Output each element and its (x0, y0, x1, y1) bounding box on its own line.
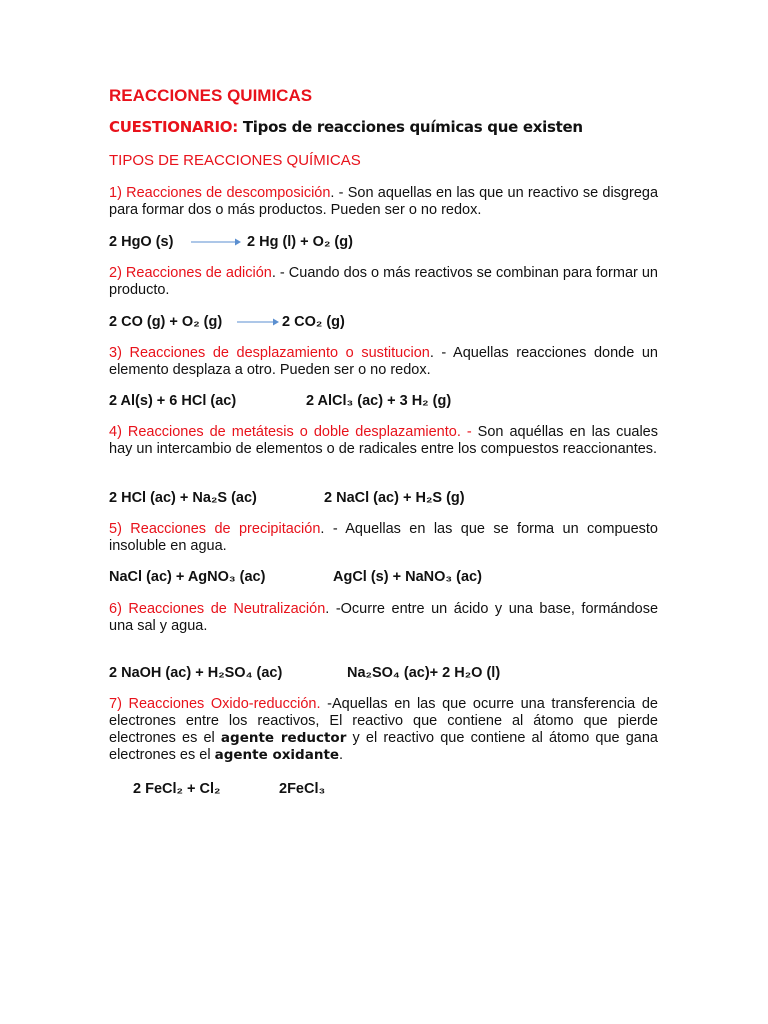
reaction-7-paragraph (109, 696, 658, 764)
reaction-7-eq-left: 2 FeCl₂ + Cl₂ (133, 781, 221, 797)
reaction-5-heading: 5) Reacciones de precipitación (109, 521, 321, 537)
reaction-1-eq-right: 2 Hg (l) + O₂ (g) (247, 234, 353, 250)
reaction-1-text: Son aquellas en las que un reactivo se disgrega para formar dos o más productos. Pueden ser o no redox. (109, 185, 659, 218)
section-heading: TIPOS DE REACCIONES QUÍMICAS (109, 152, 361, 169)
reaction-2-eq-right: 2 CO₂ (g) (282, 314, 345, 330)
reaction-2-text: Cuando dos o más reactivos se combinan para formar un producto. (109, 265, 659, 298)
reaction-4-paragraph (109, 424, 658, 458)
reaction-7-text-c: . (339, 747, 344, 763)
reaction-2-eq-left: 2 CO (g) + O₂ (g) (109, 314, 223, 330)
reaction-3-eq-left: 2 Al(s) + 6 HCl (ac) (109, 393, 237, 409)
reaction-6-text: Ocurre entre un ácido y una base, formándose una sal y agua. (109, 601, 659, 634)
cuestionario-text: Tipos de reacciones químicas que existen (237, 118, 583, 136)
reaction-7-bold-agente-reductor: agente reductor (220, 730, 347, 746)
reaction-5-paragraph (109, 521, 658, 555)
reaction-4-heading: 4) Reacciones de metátesis o doble desplazamiento. - (109, 424, 472, 440)
reaction-5-eq-right: AgCl (s) + NaNO₃ (ac) (333, 569, 482, 585)
reaction-1-arrow (191, 237, 241, 247)
reaction-7-sep: - (320, 696, 332, 712)
reaction-5-eq-left: NaCl (ac) + AgNO₃ (ac) (109, 569, 266, 585)
cuestionario-line (109, 118, 583, 136)
reaction-4-text: Son aquéllas en las cuales hay un intercambio de elementos o de radicales entre los compuestos reaccionantes. (109, 424, 658, 457)
reaction-1-sep: . - (330, 185, 348, 201)
reaction-2-sep: . - (271, 265, 289, 281)
reaction-2-arrow (237, 317, 279, 327)
reaction-3-paragraph (109, 345, 658, 379)
reaction-5-text: Aquellas en las que se forma un compuesto insoluble en agua. (109, 521, 658, 554)
reaction-3-heading: 3) Reacciones de desplazamiento o sustitucion (109, 345, 430, 361)
reaction-6-eq-left: 2 NaOH (ac) + H₂SO₄ (ac) (109, 665, 283, 681)
reaction-5-sep: . - (320, 521, 346, 537)
cuestionario-label: CUESTIONARIO: (109, 118, 238, 136)
reaction-4-eq-right: 2 NaCl (ac) + H₂S (g) (324, 490, 465, 506)
reaction-7-heading: 7) Reacciones Oxido-reducción. (109, 696, 321, 712)
document-title: REACCIONES QUIMICAS (109, 86, 313, 105)
reaction-7-bold-agente-oxidante: agente oxidante (214, 747, 340, 763)
reaction-6-paragraph (109, 601, 658, 635)
reaction-7-text-a: Aquellas en las que ocurre una transferencia de electrones entre los reactivos, El reactivo que contiene al átomo que pierde electrones es el (109, 696, 658, 746)
reaction-1-paragraph (109, 185, 658, 219)
reaction-3-eq-right: 2 AlCl₃ (ac) + 3 H₂ (g) (306, 393, 452, 409)
reaction-2-paragraph (109, 265, 658, 299)
reaction-6-eq-right: Na₂SO₄ (ac)+ 2 H₂O (l) (347, 665, 501, 681)
reaction-6-heading: 6) Reacciones de Neutralización (109, 601, 326, 617)
reaction-2-heading: 2) Reacciones de adición (109, 265, 272, 281)
reaction-3-sep: . - (429, 345, 454, 361)
reaction-4-eq-left: 2 HCl (ac) + Na₂S (ac) (109, 490, 257, 506)
reaction-7-text-b: y el reactivo que contiene al átomo que gana electrones es el (109, 730, 658, 763)
reaction-3-text: Aquellas reacciones donde un elemento desplaza a otro. Pueden ser o no redox. (109, 345, 658, 378)
reaction-7-eq-right: 2FeCl₃ (279, 781, 326, 797)
reaction-1-eq-left: 2 HgO (s) (109, 234, 174, 250)
reaction-1-heading: 1) Reacciones de descomposición (109, 185, 331, 201)
reaction-6-sep: . - (325, 601, 341, 617)
